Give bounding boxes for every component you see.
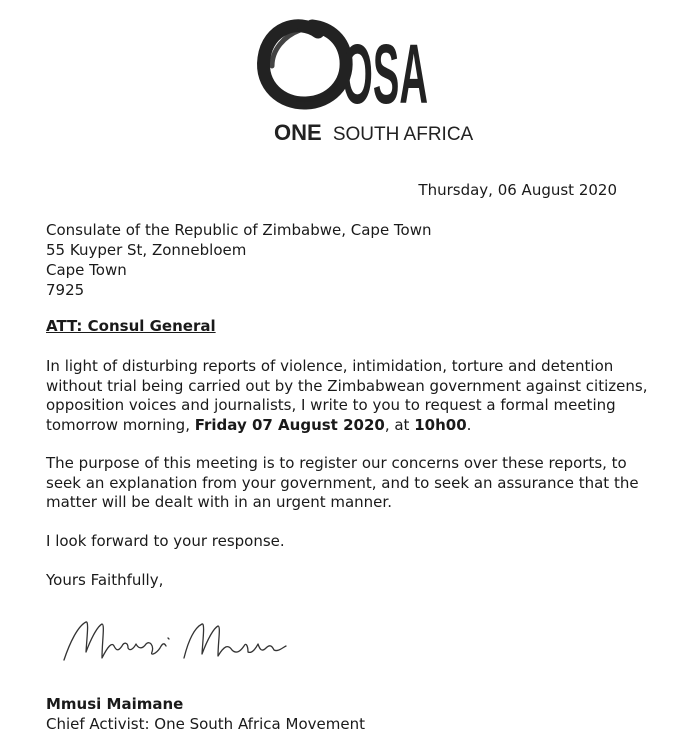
meeting-time: 10h00: [414, 415, 467, 434]
signer-block: [46, 694, 365, 734]
paragraph-text: , at: [384, 415, 415, 434]
signer-title: Chief Activist: One South Africa Movement: [46, 715, 365, 733]
logo-tagline: [274, 120, 474, 145]
paragraph-text: .: [466, 415, 472, 434]
address-line: 7925: [46, 281, 85, 299]
paragraph-request: [46, 357, 652, 435]
paragraph-response: I look forward to your response.: [46, 532, 285, 550]
address-line: Cape Town: [46, 261, 127, 279]
logo-tagline-bold: ONE: [274, 120, 322, 145]
logo-tagline-rest: SOUTH AFRICA: [332, 124, 474, 145]
address-line: 55 Kuyper St, Zonnebloem: [46, 241, 247, 259]
letter-date: Thursday, 06 August 2020: [418, 181, 617, 199]
address-line: Consulate of the Republic of Zimbabwe, Cape Town: [46, 221, 432, 239]
attention-line: ATT: Consul General: [46, 317, 216, 335]
closing-line: Yours Faithfully,: [46, 571, 164, 589]
logo-letters: OSA: [342, 27, 428, 121]
paragraph-text: In light of disturbing reports of violence, intimidation, torture and detention without trial being carried out by the Zimbabwean government against citizens, opposition voices and journalists, I write to you to request a formal meeting tomorrow morning,: [46, 357, 648, 434]
recipient-address: [46, 220, 432, 300]
meeting-date: Friday 07 August 2020: [194, 415, 385, 434]
signature-icon: [56, 612, 296, 672]
letterhead-logo: [0, 0, 681, 160]
signer-name: Mmusi Maimane: [46, 695, 184, 713]
handwritten-signature: [56, 612, 296, 672]
brush-ring-icon: [264, 26, 347, 103]
paragraph-purpose: The purpose of this meeting is to register our concerns over these reports, to seek an explanation from your government, and to seek an assurance that the matter will be dealt with in an urgent manner.: [46, 454, 639, 511]
osa-logo: [0, 0, 681, 160]
